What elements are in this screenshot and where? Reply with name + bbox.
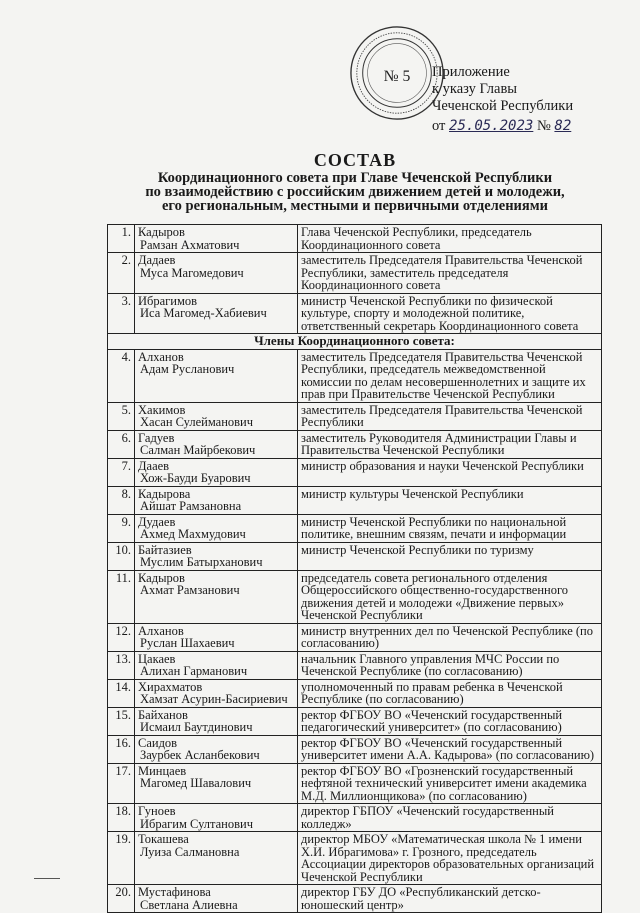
member-position: директор МБОУ «Математическая школа № 1 имени Х.И. Ибрагимова» г. Грозного, председатель Ассоциации директоров образовательных организаций Чеченской Республики [298, 832, 602, 885]
member-name [135, 402, 298, 430]
table-row [108, 570, 602, 623]
member-position: ректор ФГБОУ ВО «Чеченский государственный университет имени А.А. Кадырова» (по согласованию) [298, 735, 602, 763]
table-row [108, 623, 602, 651]
member-surname: Цакаев [138, 651, 176, 666]
member-surname: Кадыров [138, 570, 185, 585]
member-surname: Дадаев [138, 253, 176, 267]
table-row [108, 804, 602, 832]
member-given-names: Ахмед Махмудович [140, 527, 246, 541]
member-position: министр образования и науки Чеченской Республики [298, 458, 602, 486]
member-given-names: Иса Магомед-Хабиевич [140, 306, 267, 320]
member-surname: Хирахматов [138, 679, 203, 694]
row-number: 19. [108, 832, 135, 885]
appendix-line: к указу Главы [432, 81, 518, 97]
table-row [108, 832, 602, 885]
member-position: директор ГБУ ДО «Республиканский детско-юношеский центр» [298, 885, 602, 913]
table-row [108, 225, 602, 253]
member-name [135, 542, 298, 570]
member-name [135, 707, 298, 735]
member-given-names: Руслан Шахаевич [140, 636, 235, 650]
member-surname: Гадуев [138, 430, 175, 445]
appendix-line: Чеченской Республики [432, 98, 574, 114]
table-row [108, 542, 602, 570]
member-surname: Саидов [138, 735, 178, 750]
table-row [108, 651, 602, 679]
appendix-header [432, 64, 573, 135]
member-name [135, 804, 298, 832]
member-name [135, 651, 298, 679]
row-number: 16. [108, 735, 135, 763]
row-number: 18. [108, 804, 135, 832]
title-line: по взаимодействию с российским движением детей и молодежи, [145, 184, 565, 200]
row-number: 17. [108, 763, 135, 804]
member-surname: Байтазиев [138, 542, 192, 557]
table-row [108, 707, 602, 735]
table-row [108, 486, 602, 514]
member-position: заместитель Председателя Правительства Чеченской Республики, заместитель председателя Координационного совета [298, 253, 602, 294]
document-title [120, 152, 590, 213]
section-header: Члены Координационного совета: [108, 334, 602, 350]
member-surname: Мустафинова [138, 885, 211, 899]
row-number: 9. [108, 514, 135, 542]
member-position: начальник Главного управления МЧС России по Чеченской Республике (по согласованию) [298, 651, 602, 679]
member-name [135, 253, 298, 294]
handwritten-date: 25.05.2023 [449, 118, 534, 134]
member-position: министр внутренних дел по Чеченской Республике (по согласованию) [298, 623, 602, 651]
title-main: СОСТАВ [313, 150, 397, 170]
member-name [135, 349, 298, 402]
member-given-names: Адам Русланович [140, 362, 235, 376]
member-surname: Хакимов [138, 402, 186, 417]
member-name [135, 570, 298, 623]
member-name [135, 679, 298, 707]
member-surname: Дааев [138, 458, 170, 473]
member-given-names: Рамзан Ахматович [140, 237, 240, 252]
member-given-names: Заурбек Асланбекович [140, 748, 260, 762]
row-number: 10. [108, 542, 135, 570]
appendix-date-line [432, 118, 573, 135]
member-name [135, 458, 298, 486]
member-position: министр Чеченской Республики по национальной политике, внешним связям, печати и информации [298, 514, 602, 542]
member-surname: Дудаев [138, 514, 176, 529]
table-row [108, 293, 602, 334]
table-row [108, 458, 602, 486]
row-number: 7. [108, 458, 135, 486]
member-given-names: Алихан Гарманович [140, 664, 248, 678]
member-surname: Байханов [138, 707, 188, 722]
row-number: 1. [108, 225, 135, 253]
row-number: 14. [108, 679, 135, 707]
table-row [108, 514, 602, 542]
row-number: 20. [108, 885, 135, 913]
table-row [108, 402, 602, 430]
table-row [108, 430, 602, 458]
member-position: заместитель Руководителя Администрации Главы и Правительства Чеченской Республики [298, 430, 602, 458]
date-prefix: от [432, 118, 446, 134]
member-position: уполномоченный по правам ребенка в Чеченской Республике (по согласованию) [298, 679, 602, 707]
section-header-row [108, 334, 602, 350]
member-surname: Ибрагимов [138, 293, 198, 308]
member-position: министр Чеченской Республики по физической культуре, спорту и молодежной политике, ответственный секретарь Координационного совета [298, 293, 602, 334]
member-name [135, 763, 298, 804]
member-name [135, 623, 298, 651]
member-surname: Токашева [138, 832, 189, 846]
row-number: 15. [108, 707, 135, 735]
footer-rule [34, 878, 60, 879]
member-given-names: Исмаил Баутдинович [140, 720, 253, 734]
member-name [135, 735, 298, 763]
title-line: Координационного совета при Главе Чеченской Республики [157, 170, 553, 186]
member-position: заместитель Председателя Правительства Чеченской Республики, председатель межведомственной комиссии по делам несовершеннолетних и защите их прав при Правительстве Чеченской Республики [298, 349, 602, 402]
table-row [108, 349, 602, 402]
table-row [108, 885, 602, 913]
member-position: Глава Чеченской Республики, председатель Координационного совета [298, 225, 602, 253]
table-row [108, 679, 602, 707]
member-given-names: Ахмат Рамзанович [140, 583, 240, 597]
row-number: 12. [108, 623, 135, 651]
row-number: 3. [108, 293, 135, 334]
member-given-names: Ибрагим Султанович [140, 816, 253, 831]
row-number: 11. [108, 570, 135, 623]
table-row [108, 253, 602, 294]
table-row [108, 735, 602, 763]
member-given-names: Муслим Батырханович [140, 555, 263, 569]
member-position: министр Чеченской Республики по туризму [298, 542, 602, 570]
row-number: 2. [108, 253, 135, 294]
member-surname: Алханов [138, 349, 184, 364]
member-given-names: Хамзат Асурин-Басириевич [140, 692, 288, 706]
member-surname: Кадыров [138, 225, 185, 239]
member-given-names: Магомед Шавалович [140, 776, 252, 790]
member-surname: Минцаев [138, 763, 187, 778]
member-name [135, 430, 298, 458]
member-given-names: Муса Магомедович [140, 265, 244, 280]
appendix-line: Приложение [432, 64, 510, 80]
member-name [135, 514, 298, 542]
row-number: 13. [108, 651, 135, 679]
member-name [135, 293, 298, 334]
member-position: ректор ФГБОУ ВО «Чеченский государственный педагогический университет» (по согласованию) [298, 707, 602, 735]
member-surname: Алханов [138, 623, 184, 638]
handwritten-number: 82 [554, 118, 572, 134]
member-given-names: Салман Майрбекович [140, 443, 256, 457]
member-surname: Кадырова [138, 486, 191, 501]
member-given-names: Айшат Рамзановна [140, 499, 242, 513]
row-number: 4. [108, 349, 135, 402]
member-position: директор ГБПОУ «Чеченский государственный колледж» [298, 804, 602, 832]
row-number: 8. [108, 486, 135, 514]
row-number: 6. [108, 430, 135, 458]
member-name [135, 486, 298, 514]
member-given-names: Светлана Алиевна [140, 897, 238, 912]
member-name [135, 225, 298, 253]
row-number: 5. [108, 402, 135, 430]
number-prefix: № [536, 118, 551, 134]
member-given-names: Хож-Бауди Буарович [140, 471, 251, 485]
council-roster-table [107, 224, 602, 913]
member-name [135, 832, 298, 885]
member-position: ректор ФГБОУ ВО «Грозненский государственный нефтяной технический университет имени академика М.Д. Миллионщикова» (по согласованию) [298, 763, 602, 804]
member-name [135, 885, 298, 913]
member-position: заместитель Председателя Правительства Чеченской Республики [298, 402, 602, 430]
member-given-names: Хасан Сулейманович [140, 415, 254, 429]
member-given-names: Луиза Салмановна [140, 844, 240, 859]
title-line: его региональным, местными и первичными отделениями [162, 198, 548, 214]
member-position: министр культуры Чеченской Республики [298, 486, 602, 514]
table-row [108, 763, 602, 804]
member-position: председатель совета регионального отделения Общероссийского общественно-государственного движения детей и молодежи «Движение первых» Чеченской Республики [298, 570, 602, 623]
member-surname: Гуноев [138, 804, 176, 818]
seal-number: № 5 [383, 67, 411, 85]
